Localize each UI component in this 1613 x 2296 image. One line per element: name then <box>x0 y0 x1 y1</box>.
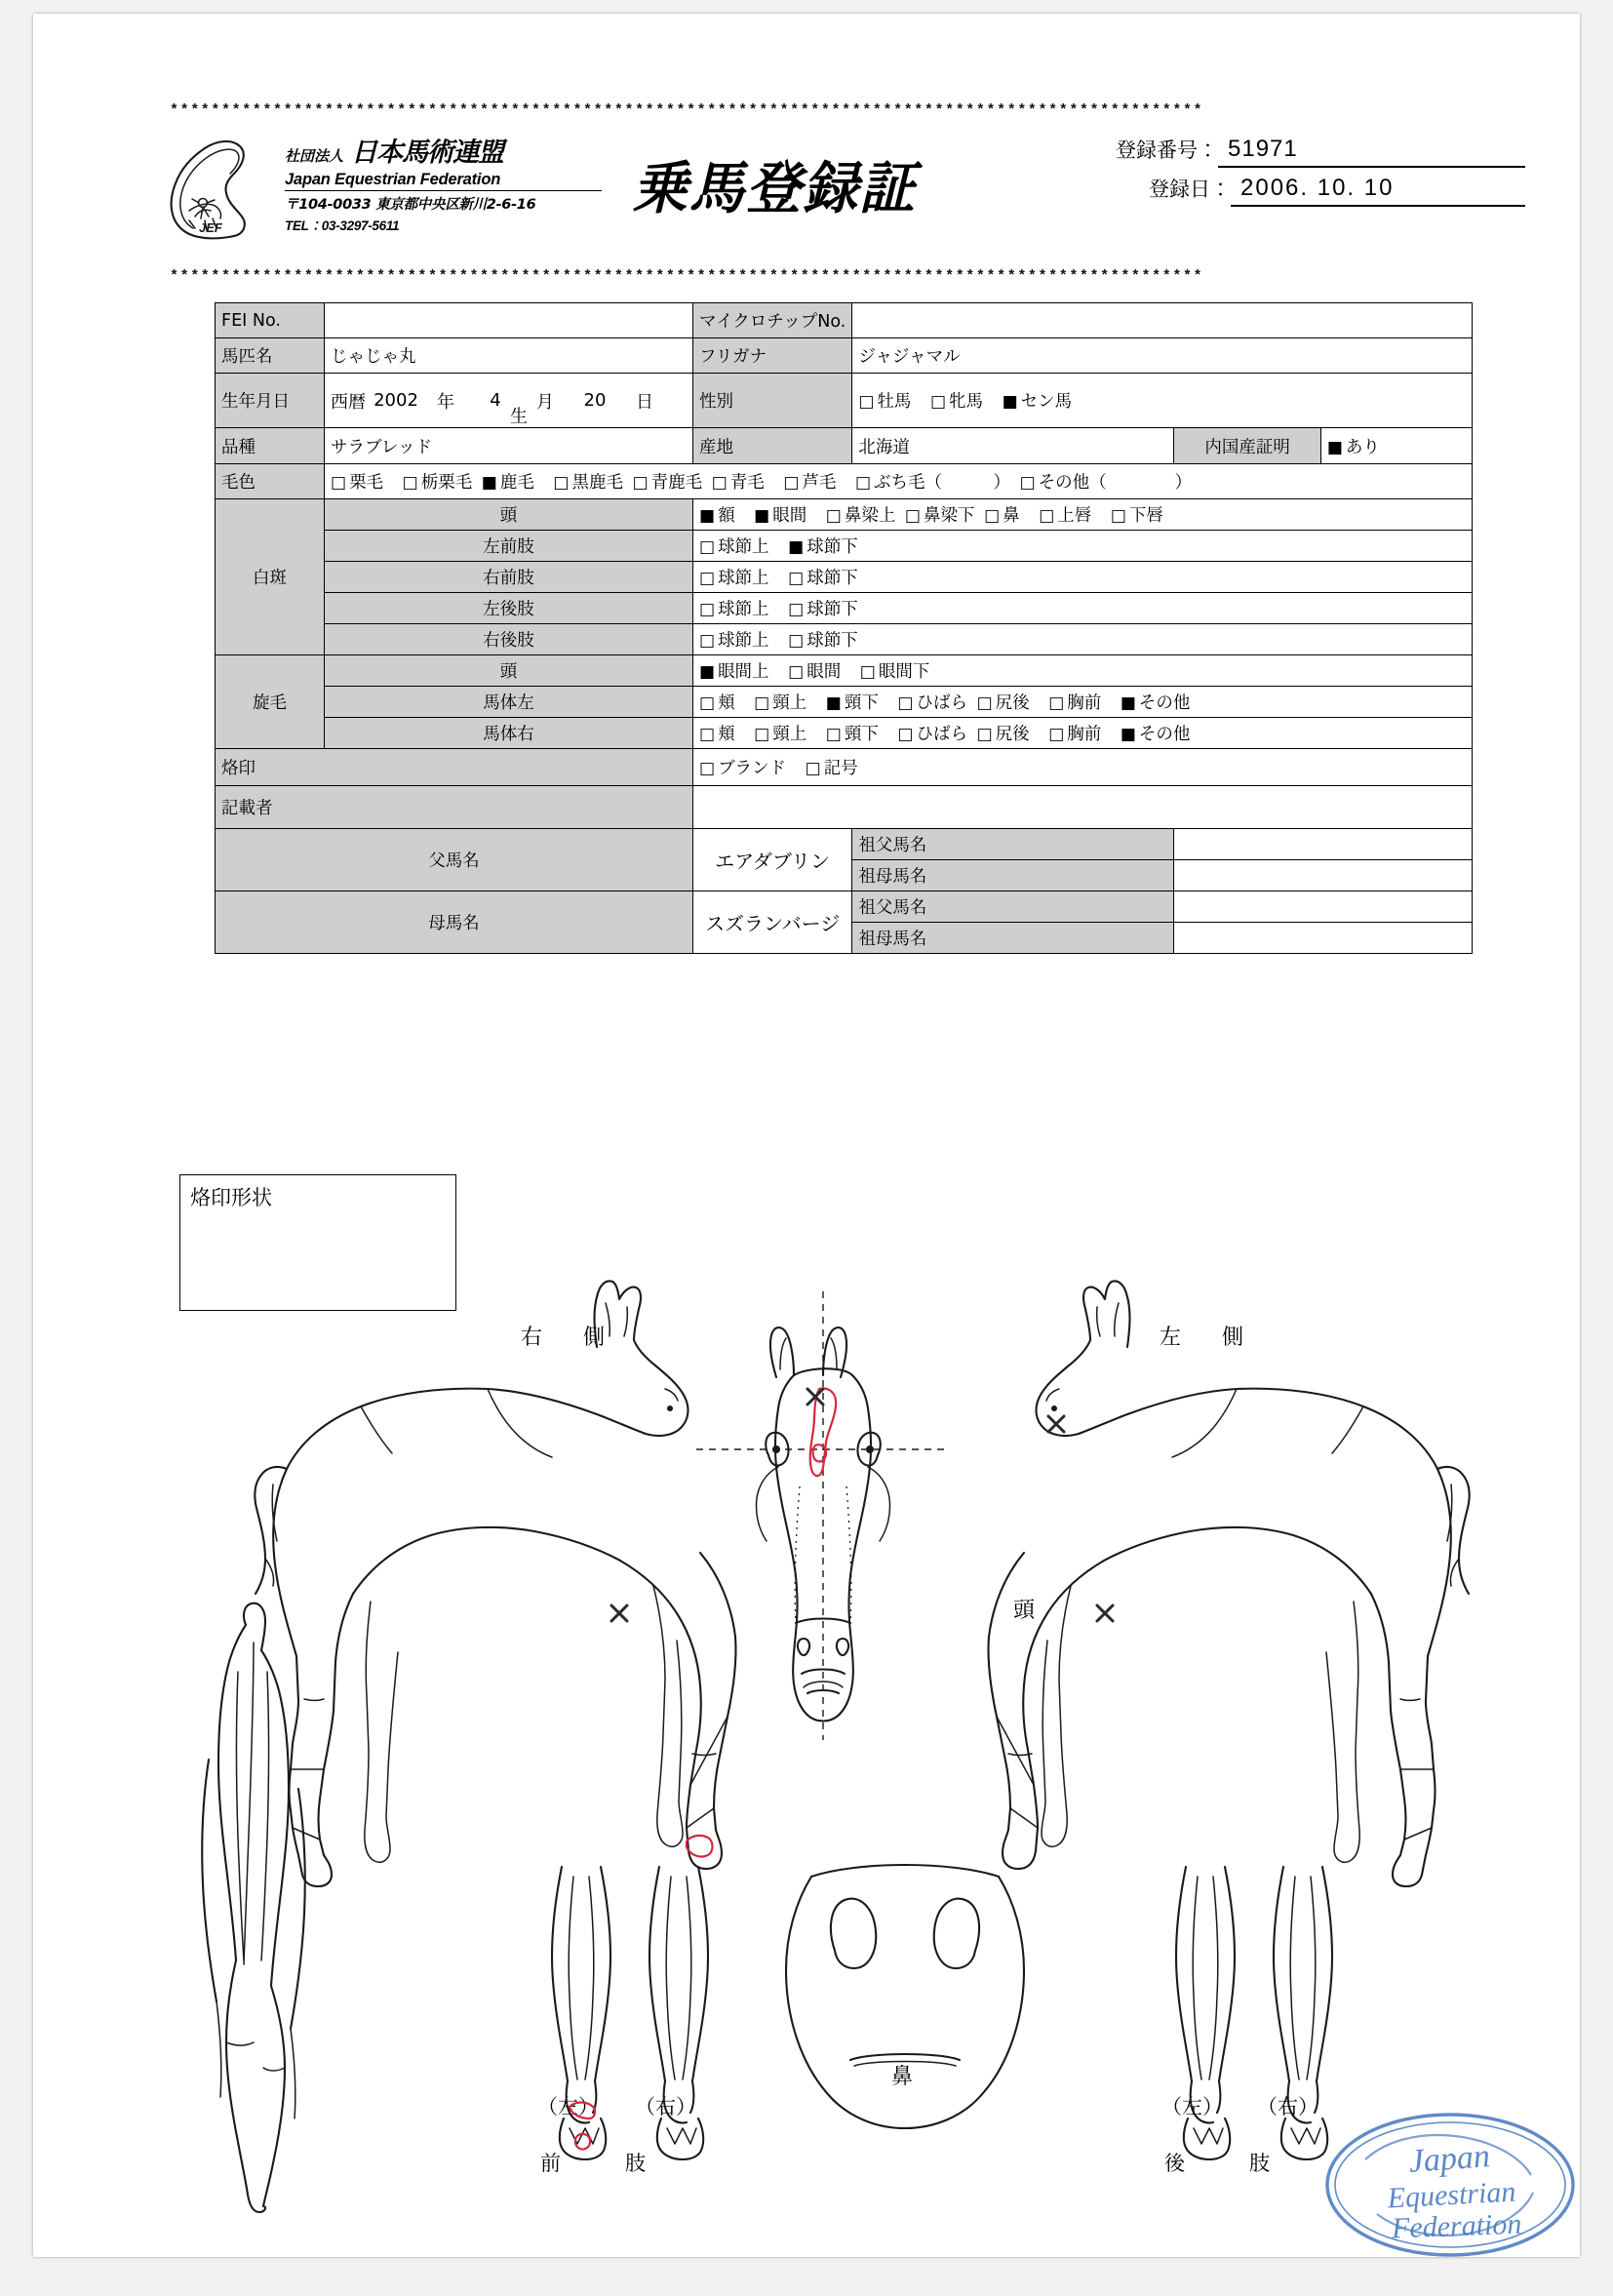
dob-month-unit: 月 <box>536 391 554 413</box>
coat-option-buchige[interactable] <box>855 469 1010 494</box>
option-label: 眼間 <box>806 662 842 682</box>
hind-right-label: （右） <box>1257 2095 1318 2118</box>
organization-prefix: 社団法人 <box>285 147 344 165</box>
brand-options <box>693 749 1473 786</box>
whorl-options <box>693 655 1473 687</box>
checkbox-icon <box>1048 725 1064 744</box>
dam-label: 母馬名 <box>216 891 693 954</box>
brand-option-brand[interactable] <box>699 755 786 779</box>
checkbox-icon <box>806 759 821 778</box>
organization-name-en: Japan Equestrian Federation <box>285 171 501 188</box>
brand-label: 烙印 <box>216 749 693 786</box>
whorl-row-left-body <box>216 687 1473 718</box>
table-row-dam-grandsire <box>216 891 1473 923</box>
whorl-label: 旋毛 <box>216 655 325 749</box>
coat-option-ashige[interactable] <box>783 469 836 494</box>
whorl-option-neck-lower[interactable] <box>826 721 879 745</box>
horse-left-side-view <box>988 1282 1469 1887</box>
white-option-biryo-upper[interactable] <box>826 502 896 527</box>
certificate-page <box>33 14 1580 2257</box>
checkbox-checked-icon <box>826 693 842 713</box>
sire-grandsire-label: 祖父馬名 <box>852 829 1174 860</box>
svg-text:Japan: Japan <box>1407 2138 1492 2180</box>
option-label: 球節下 <box>806 600 858 619</box>
checkbox-checked-icon <box>482 473 497 493</box>
white-marking-options <box>693 624 1473 655</box>
whorl-option-chest[interactable] <box>1048 721 1101 745</box>
checkbox-icon <box>1020 473 1036 493</box>
checkbox-icon <box>788 631 804 651</box>
whorl-option-chest[interactable] <box>1048 690 1101 714</box>
hindleg-label: 後 肢 <box>1164 2152 1278 2175</box>
option-label: 鼻梁上 <box>844 506 896 526</box>
checkbox-icon <box>699 725 715 744</box>
coat-color-options <box>325 464 1473 499</box>
coat-option-label: 芦毛 <box>802 473 837 493</box>
checkbox-icon <box>930 392 946 412</box>
head-label: 頭 <box>1013 1599 1036 1623</box>
white-option-fetlock-above[interactable] <box>699 596 769 620</box>
option-label: 尻後 <box>995 725 1030 744</box>
coat-option-kage[interactable] <box>482 469 534 494</box>
furigana-label: フリガナ <box>693 338 852 374</box>
document-header <box>160 129 1525 256</box>
whorl-row-right-body <box>216 718 1473 749</box>
brand-option-symbol[interactable] <box>806 755 858 779</box>
option-label: ひばら <box>916 693 967 713</box>
dob-year-unit: 年 <box>437 391 454 413</box>
checkbox-icon <box>331 473 346 493</box>
organization-telephone: TEL：03-3297-5611 <box>285 218 400 233</box>
option-label: ひばら <box>916 725 967 744</box>
origin-value[interactable]: 北海道 <box>852 428 1174 464</box>
white-marking-options <box>693 593 1473 624</box>
sire-granddam-label: 祖母馬名 <box>852 860 1174 891</box>
sex-options <box>852 374 1473 428</box>
registration-info <box>1116 135 1525 213</box>
whorl-option-rear[interactable] <box>977 690 1030 714</box>
whorl-option-other[interactable] <box>1121 690 1191 714</box>
table-row-brand <box>216 749 1473 786</box>
whorl-option-cheek[interactable] <box>699 721 735 745</box>
table-row-sire-grandsire <box>216 829 1473 860</box>
checkbox-icon <box>1048 693 1064 713</box>
white-marking-options <box>693 499 1473 531</box>
checkbox-icon <box>977 693 993 713</box>
checkbox-checked-icon <box>1003 392 1018 412</box>
white-option-fetlock-below[interactable] <box>788 627 858 652</box>
coat-option-aokage[interactable] <box>633 469 703 494</box>
checkbox-icon <box>897 693 913 713</box>
option-label: 胸前 <box>1067 693 1102 713</box>
star-divider-top: **************************************************************************************************** <box>170 103 1204 118</box>
dob-year: 2002 <box>374 390 418 411</box>
whorl-option-cheek[interactable] <box>699 690 735 714</box>
checkbox-icon <box>699 759 715 778</box>
muzzle-print <box>786 1865 1024 2128</box>
whorl-mark <box>1097 1605 1113 1621</box>
svg-text:Equestrian: Equestrian <box>1386 2175 1517 2215</box>
foreleg-left <box>552 1867 610 2159</box>
checkbox-icon <box>699 537 715 557</box>
whorl-row-head <box>216 655 1473 687</box>
checkbox-icon <box>826 506 842 526</box>
coat-option-label: 鹿毛 <box>499 473 534 493</box>
whorl-mark-neck <box>1048 1416 1064 1432</box>
option-label: 上唇 <box>1057 506 1092 526</box>
checkbox-icon <box>826 725 842 744</box>
registration-number-label: 登録番号： <box>1116 139 1218 162</box>
whorl-region: 頭 <box>325 655 693 687</box>
option-label: 頸上 <box>772 725 807 744</box>
checkbox-icon <box>905 506 921 526</box>
white-option-lower-lip[interactable] <box>1111 502 1163 527</box>
table-row-recorder <box>216 786 1473 829</box>
dob-month: 4 <box>490 390 501 411</box>
horse-name-value[interactable]: じゃじゃ丸 <box>325 338 693 374</box>
whorl-options <box>693 687 1473 718</box>
coat-option-label: 黒鹿毛 <box>571 473 623 493</box>
registration-date-row <box>1116 174 1525 207</box>
whorl-option-neck-upper[interactable] <box>754 721 806 745</box>
option-label: 球節上 <box>718 569 769 588</box>
breed-value[interactable]: サラブレッド <box>325 428 693 464</box>
coat-option-tochikurige[interactable] <box>403 469 473 494</box>
jef-official-stamp <box>1318 2099 1580 2257</box>
checkbox-icon <box>977 725 993 744</box>
checkbox-checked-icon <box>1327 438 1343 457</box>
sire-granddam-value[interactable] <box>1174 860 1473 891</box>
whorl-option-rear[interactable] <box>977 721 1030 745</box>
option-label: 鼻梁下 <box>923 506 975 526</box>
white-marking-row-left-hind <box>216 593 1473 624</box>
option-label: 眼間 <box>772 506 807 526</box>
star-divider-bottom: **************************************************************************************************** <box>170 269 1204 284</box>
whorl-options <box>693 718 1473 749</box>
checkbox-icon <box>1111 506 1126 526</box>
fei-no-label: FEI No. <box>216 303 325 338</box>
recorder-label: 記載者 <box>216 786 693 829</box>
dam-grandsire-label: 祖父馬名 <box>852 891 1174 923</box>
white-marking-options <box>693 531 1473 562</box>
dam-granddam-label: 祖母馬名 <box>852 923 1174 954</box>
checkbox-checked-icon <box>699 662 715 682</box>
checkbox-icon <box>783 473 799 493</box>
table-row-name <box>216 338 1473 374</box>
dam-value[interactable]: スズランバージ <box>693 891 852 954</box>
white-option-fetlock-above[interactable] <box>699 534 769 558</box>
whorl-option-other[interactable] <box>1121 721 1191 745</box>
white-marking-row-head <box>216 499 1473 531</box>
coat-option-aoge[interactable] <box>712 469 765 494</box>
dob-born-suffix: 生 <box>510 407 528 427</box>
registration-number-row <box>1116 135 1525 168</box>
origin-label: 産地 <box>693 428 852 464</box>
furigana-value[interactable]: ジャジャマル <box>852 338 1473 374</box>
fore-right-label: （右） <box>635 2095 696 2118</box>
left-side-label: 左 側 <box>1160 1326 1254 1350</box>
white-marking-region: 左後肢 <box>325 593 693 624</box>
white-option-fetlock-below[interactable] <box>788 534 858 558</box>
checkbox-icon <box>788 569 804 588</box>
option-label: 頸上 <box>772 693 807 713</box>
brand-shape-label: 烙印形状 <box>190 1186 272 1209</box>
option-label: 球節下 <box>806 631 858 651</box>
coat-option-other[interactable] <box>1020 469 1193 494</box>
whorl-option-flank[interactable] <box>897 721 967 745</box>
checkbox-icon <box>860 662 876 682</box>
sex-option-mare[interactable] <box>930 388 983 413</box>
option-label: 眼間上 <box>718 662 769 682</box>
option-label: ブランド <box>718 759 787 778</box>
checkbox-icon <box>633 473 649 493</box>
registration-number-value: 51971 <box>1218 136 1525 168</box>
white-option-biryo-lower[interactable] <box>905 502 975 527</box>
sire-label: 父馬名 <box>216 829 693 891</box>
coat-option-label: 栃栗毛 <box>420 473 473 493</box>
coat-option-label: 青毛 <box>729 473 765 493</box>
registration-date-label: 登録日： <box>1149 178 1231 201</box>
white-option-fetlock-above[interactable] <box>699 627 769 652</box>
domestic-cert-option-label: あり <box>1345 437 1380 457</box>
whorl-option-below-eyes[interactable] <box>860 658 930 683</box>
dam-grandsire-value[interactable] <box>1174 891 1473 923</box>
table-row-coat <box>216 464 1473 499</box>
registration-date-value: 2006. 10. 10 <box>1231 175 1525 207</box>
microchip-label: マイクロチップNo. <box>693 303 852 338</box>
organization-address: 〒104-0033 東京都中央区新川2-6-16 <box>285 197 536 213</box>
checkbox-checked-icon <box>1121 725 1136 744</box>
checkbox-icon <box>403 473 418 493</box>
horse-diagrams <box>179 1243 1545 2218</box>
foreleg-label: 前 肢 <box>540 2152 653 2175</box>
whorl-option-between-eyes[interactable] <box>788 658 841 683</box>
checkbox-icon <box>858 392 874 412</box>
svg-text:Federation: Federation <box>1391 2207 1522 2245</box>
hindleg-left <box>1176 1867 1235 2159</box>
option-label: 球節上 <box>718 537 769 557</box>
white-option-ganken[interactable] <box>754 502 806 527</box>
horse-name-label: 馬匹名 <box>216 338 325 374</box>
domestic-cert-label: 内国産証明 <box>1174 428 1320 463</box>
dob-label: 生年月日 <box>216 374 325 428</box>
white-option-hana[interactable] <box>984 502 1020 527</box>
horse-details-table <box>215 302 1473 954</box>
microchip-value[interactable] <box>852 303 1473 338</box>
whorl-option-neck-upper[interactable] <box>754 690 806 714</box>
foreleg-right <box>649 1867 708 2159</box>
option-label: 額 <box>718 506 735 526</box>
coat-option-kurokage[interactable] <box>553 469 623 494</box>
sex-option-stallion[interactable] <box>858 388 911 413</box>
domestic-cert-option[interactable] <box>1320 428 1472 463</box>
checkbox-icon <box>788 600 804 619</box>
sex-option-label: セン馬 <box>1020 392 1073 412</box>
option-label: 下唇 <box>1128 506 1163 526</box>
domestic-cert-cell <box>1174 428 1473 464</box>
white-marking-region: 右前肢 <box>325 562 693 593</box>
option-label: 球節下 <box>806 569 858 588</box>
white-marking-label: 白斑 <box>216 499 325 655</box>
checkbox-icon <box>699 631 715 651</box>
horse-rear-view <box>202 1603 305 2212</box>
checkbox-checked-icon <box>1121 693 1136 713</box>
option-label: 記号 <box>823 759 858 778</box>
whorl-mark <box>611 1605 627 1621</box>
option-label: 眼間下 <box>878 662 930 682</box>
white-option-upper-lip[interactable] <box>1039 502 1091 527</box>
coat-option-label: 青鹿毛 <box>650 473 703 493</box>
svg-text:JEF: JEF <box>199 220 222 235</box>
checkbox-icon <box>754 693 769 713</box>
checkbox-icon <box>1039 506 1054 526</box>
whorl-region: 馬体右 <box>325 718 693 749</box>
table-row-dob-sex <box>216 374 1473 428</box>
option-label: 球節下 <box>806 537 858 557</box>
checkbox-icon <box>712 473 728 493</box>
whorl-option-flank[interactable] <box>897 690 967 714</box>
coat-option-kurige[interactable] <box>331 469 383 494</box>
checkbox-icon <box>553 473 569 493</box>
organization-name-jp: 日本馬術連盟 <box>351 138 504 168</box>
whorl-region: 馬体左 <box>325 687 693 718</box>
sex-option-gelding[interactable] <box>1003 388 1073 413</box>
white-marking-options <box>693 562 1473 593</box>
fore-left-label: （左） <box>537 2095 599 2118</box>
sire-grandsire-value[interactable] <box>1174 829 1473 860</box>
jef-logo-icon <box>160 135 275 240</box>
white-option-fetlock-above[interactable] <box>699 565 769 589</box>
white-marking-region: 右後肢 <box>325 624 693 655</box>
option-label: 胸前 <box>1067 725 1102 744</box>
option-label: 頬 <box>718 693 735 713</box>
checkbox-checked-icon <box>788 537 804 557</box>
sex-label: 性別 <box>693 374 852 428</box>
whorl-option-above-eyes[interactable] <box>699 658 769 683</box>
table-row-fei <box>216 303 1473 338</box>
document-title: 乗馬登録証 <box>632 155 917 221</box>
dob-era: 西暦 <box>331 391 366 413</box>
hind-left-label: （左） <box>1161 2095 1223 2118</box>
checkbox-icon <box>699 600 715 619</box>
checkbox-icon <box>699 569 715 588</box>
option-label: 頸下 <box>844 725 879 744</box>
white-marking-row-right-hind <box>216 624 1473 655</box>
white-marking-row-right-fore <box>216 562 1473 593</box>
option-label: 球節上 <box>718 600 769 619</box>
checkbox-icon <box>699 693 715 713</box>
organization-name-jp-line <box>285 131 607 169</box>
checkbox-checked-icon <box>754 506 769 526</box>
checkbox-icon <box>897 725 913 744</box>
option-label: その他 <box>1138 725 1191 744</box>
option-label: 鼻 <box>1003 506 1020 526</box>
white-marking-region: 頭 <box>325 499 693 531</box>
white-option-fetlock-below[interactable] <box>788 596 858 620</box>
table-row-breed-origin <box>216 428 1473 464</box>
white-marking-region: 左前肢 <box>325 531 693 562</box>
recorder-value[interactable] <box>693 786 1473 829</box>
sex-option-label: 牝馬 <box>949 392 984 412</box>
nose-label: 鼻 <box>891 2065 914 2089</box>
breed-label: 品種 <box>216 428 325 464</box>
checkbox-icon <box>984 506 1000 526</box>
option-label: 頬 <box>718 725 735 744</box>
fei-no-value[interactable] <box>325 303 693 338</box>
whorl-option-neck-lower[interactable] <box>826 690 879 714</box>
option-label: 頸下 <box>844 693 879 713</box>
checkbox-icon <box>855 473 871 493</box>
right-side-label: 右 側 <box>521 1326 615 1350</box>
horse-right-side-view <box>255 1282 735 1887</box>
organization-rule <box>285 190 602 191</box>
coat-option-label: その他（ ） <box>1038 473 1193 493</box>
option-label: その他 <box>1138 693 1191 713</box>
checkbox-icon <box>754 725 769 744</box>
white-marking-row-left-fore <box>216 531 1473 562</box>
dob-day-unit: 日 <box>636 391 653 413</box>
white-option-hitai[interactable] <box>699 502 735 527</box>
dob-day: 20 <box>583 390 607 411</box>
coat-option-label: ぶち毛（ ） <box>874 473 1011 493</box>
sire-value[interactable]: エアダブリン <box>693 829 852 891</box>
coat-option-label: 栗毛 <box>349 473 384 493</box>
organization-block <box>285 131 607 234</box>
dam-granddam-value[interactable] <box>1174 923 1473 954</box>
sex-option-label: 牡馬 <box>877 392 912 412</box>
checkbox-checked-icon <box>699 506 715 526</box>
white-option-fetlock-below[interactable] <box>788 565 858 589</box>
option-label: 球節上 <box>718 631 769 651</box>
dob-value[interactable] <box>325 374 693 428</box>
checkbox-icon <box>788 662 804 682</box>
coat-color-label: 毛色 <box>216 464 325 499</box>
option-label: 尻後 <box>995 693 1030 713</box>
